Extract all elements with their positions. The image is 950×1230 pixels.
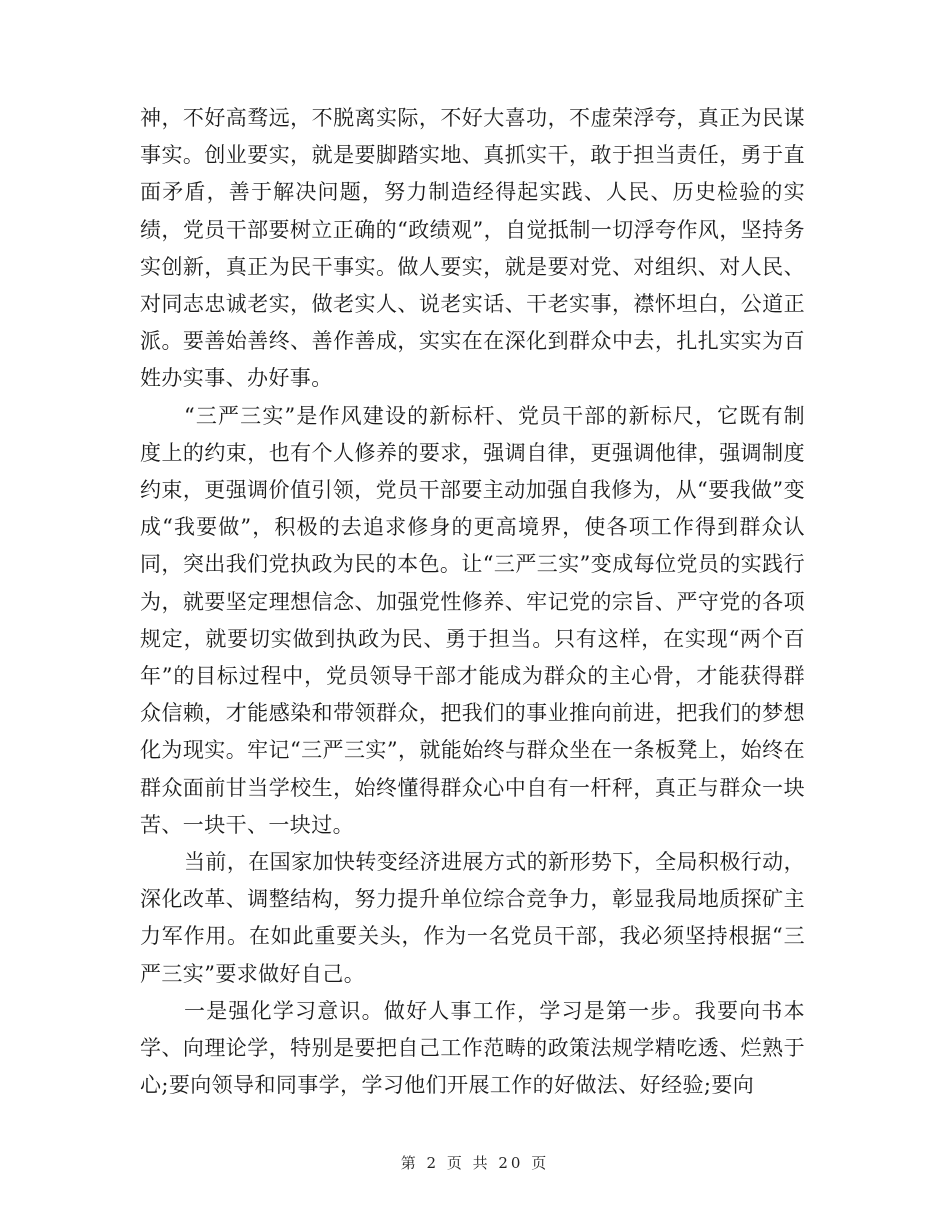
paragraph-continued: 神，不好高骛远，不脱离实际，不好大喜功，不虚荣浮夸，真正为民谋事实。创业要实，就是要脚踏实地、真抓实干，敢于担当责任，勇于直面矛盾，善于解决问题，努力制造经得起实践、人民、历史检验的实绩，党员干部要树立正确的“政绩观”，自觉抵制一切浮夸作风，坚持务实创新，真正为民干事实。做人要实，就是要对党、对组织、对人民、对同志忠诚老实，做老实人、说老实话、干老实事，襟怀坦白，公道正派。要善始善终、善作善成，实实在在深化到群众中去，扎扎实实为百姓办实事、办好事。	[140, 106, 805, 391]
paragraph-current-situation: 当前，在国家加快转变经济进展方式的新形势下，全局积极行动，深化改革、调整结构，努力提升单位综合竞争力，彰显我局地质探矿主力军作用。在如此重要关头，作为一名党员干部，我必须坚持根据“三严三实”要求做好自己。	[140, 850, 805, 986]
paragraph-sanyan-sanshi: “三严三实”是作风建设的新标杆、党员干部的新标尺，它既有制度上的约束，也有个人修养的要求，强调自律，更强调他律，强调制度约束，更强调价值引领，党员干部要主动加强自我修为，从“要我做”变成“我要做”，积极的去追求修身的更高境界，使各项工作得到群众认同，突出我们党执政为民的本色。让“三严三实”变成每位党员的实践行为，就要坚定理想信念、加强党性修养、牢记党的宗旨、严守党的各项规定，就要切实做到执政为民、勇于担当。只有这样，在实现“两个百年”的目标过程中，党员领导干部才能成为群众的主心骨，才能获得群众信赖，才能感染和带领群众，把我们的事业推向前进，把我们的梦想化为现实。牢记“三严三实”，就能始终与群众坐在一条板凳上，始终在群众面前甘当学校生，始终懂得群众心中自有一杆秤，真正与群众一块苦、一块干、一块过。	[140, 403, 805, 837]
page-number-footer: 第 2 页 共 20 页	[400, 1154, 550, 1172]
paragraph-study-awareness: 一是强化学习意识。做好人事工作，学习是第一步。我要向书本学、向理论学，特别是要把自己工作范畴的政策法规学精吃透、烂熟于心;要向领导和同事学，学习他们开展工作的好做法、好经验;要向	[140, 998, 805, 1098]
document-body	[140, 100, 805, 1104]
